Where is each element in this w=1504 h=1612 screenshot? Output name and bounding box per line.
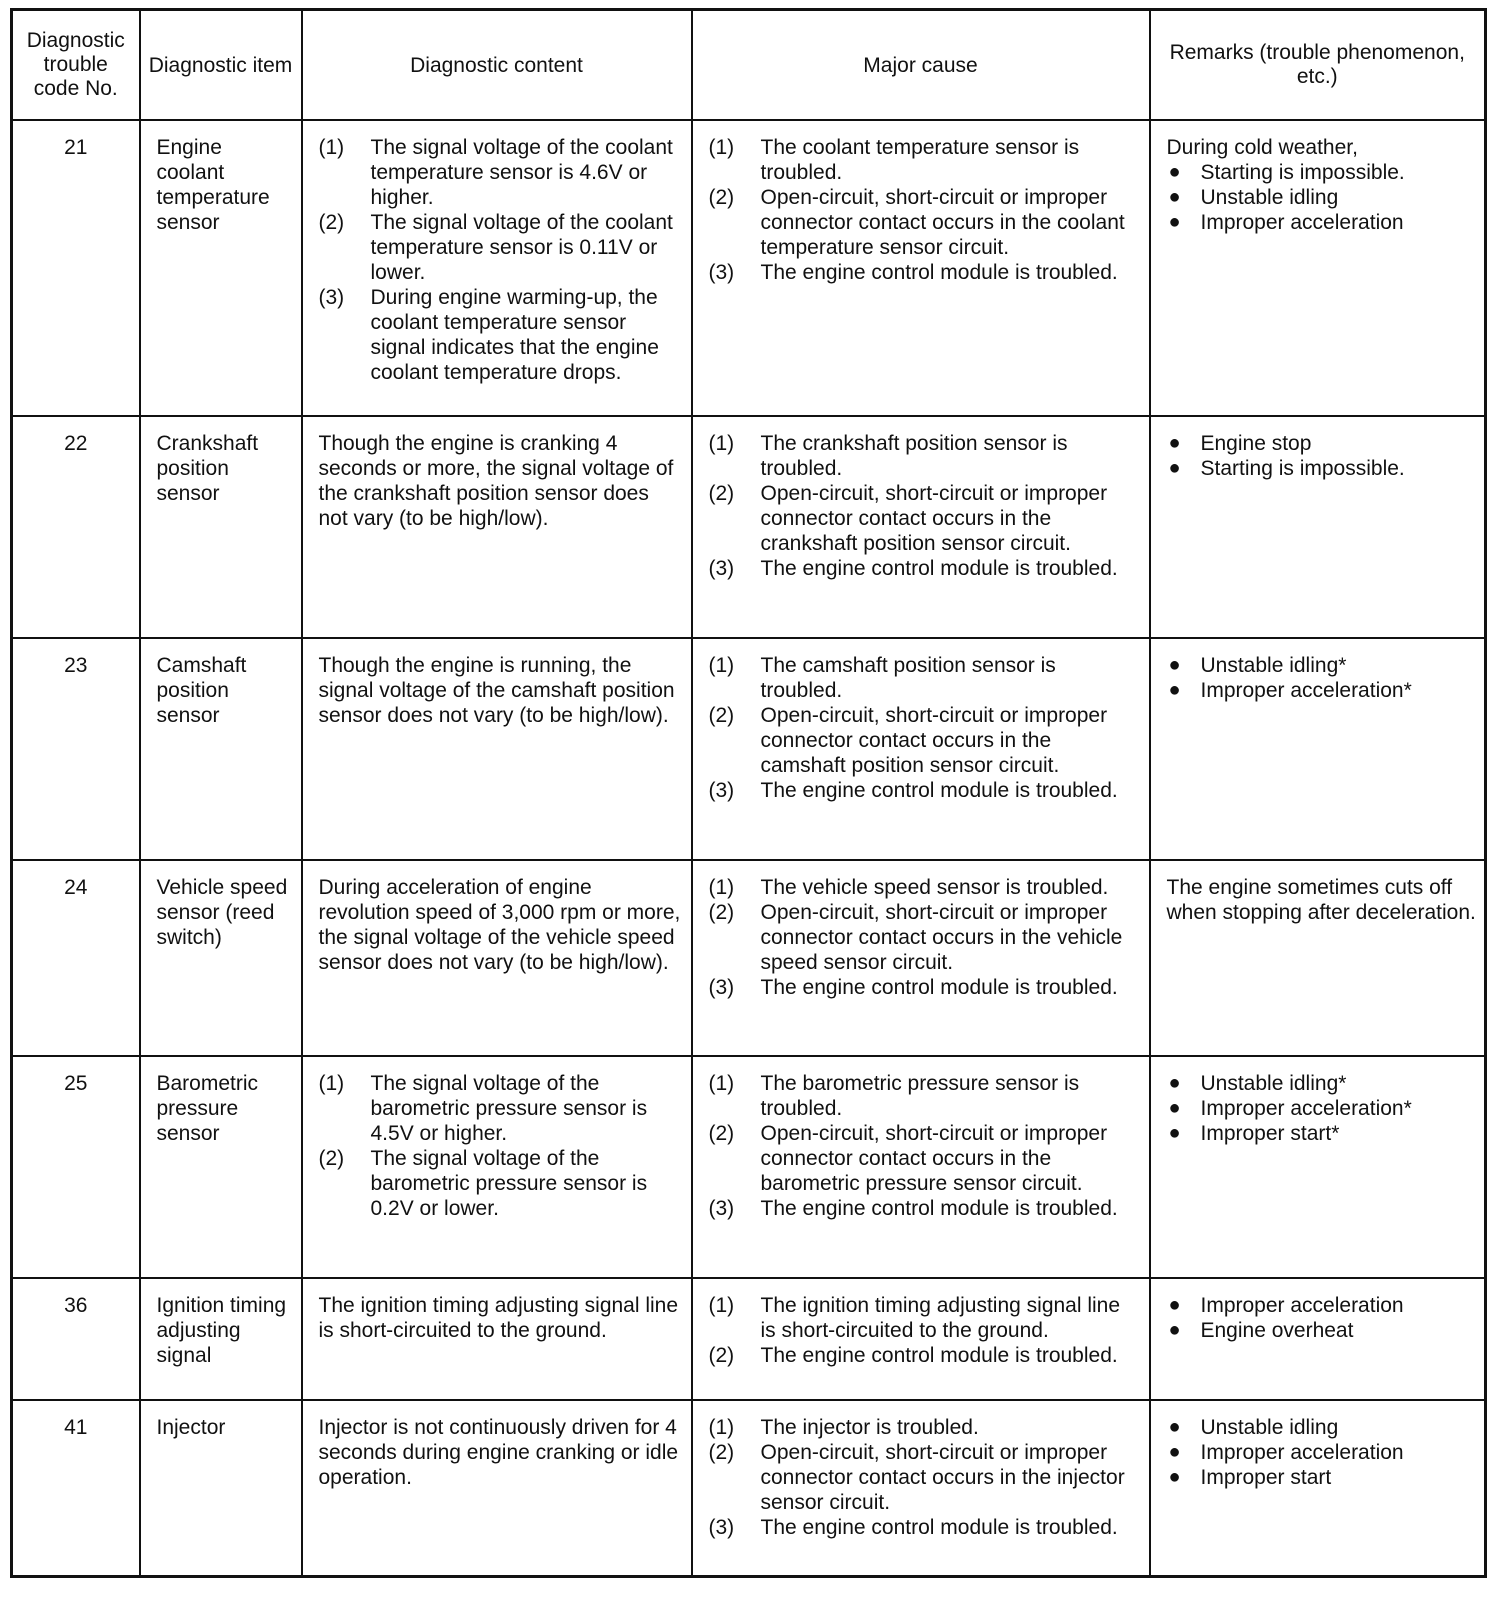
list-number: (2) <box>318 211 345 234</box>
remarks-cell <box>1150 1278 1486 1400</box>
major-cause-cell <box>692 1400 1150 1576</box>
list-number: (3) <box>708 1516 735 1539</box>
list-item <box>709 1515 1139 1540</box>
diagnostic-content-cell: Though the engine is cranking 4 seconds or more, the signal voltage of the crankshaft position sensor does not vary (to be high/low). <box>302 416 692 638</box>
diagnostic-item-cell: Camshaft position sensor <box>140 638 302 860</box>
list-text: The engine control module is troubled. <box>760 557 1118 580</box>
remarks-list <box>1167 653 1477 703</box>
bullet-icon: ● <box>1168 1072 1181 1094</box>
bullet-icon: ● <box>1168 161 1181 183</box>
list-text: The vehicle speed sensor is troubled. <box>760 876 1109 899</box>
remark-text: Unstable idling* <box>1200 1072 1347 1095</box>
list-number: (2) <box>708 901 735 924</box>
list-item <box>1167 1096 1477 1121</box>
list-item <box>709 875 1139 900</box>
header-code: Diagnostic trouble code No. <box>12 10 140 121</box>
header-content: Diagnostic content <box>302 10 692 121</box>
list-item <box>709 260 1139 285</box>
remark-text: Unstable idling <box>1200 1416 1339 1439</box>
bullet-icon: ● <box>1168 1294 1181 1316</box>
remark-text: Engine overheat <box>1200 1319 1354 1342</box>
list-number: (1) <box>708 1416 735 1439</box>
list-text: The signal voltage of the barometric pressure sensor is 4.5V or higher. <box>370 1072 648 1145</box>
list-text: The injector is troubled. <box>760 1416 979 1439</box>
table-body <box>12 120 1486 1576</box>
list-item <box>319 285 681 385</box>
list-item <box>709 431 1139 481</box>
trouble-code-cell: 21 <box>12 120 140 416</box>
table-row <box>12 1278 1486 1400</box>
diagnostic-item-cell: Barometric pressure sensor <box>140 1056 302 1278</box>
list-item <box>1167 185 1477 210</box>
list-item <box>709 900 1139 975</box>
diagnostic-content-list <box>319 1071 681 1221</box>
list-item <box>709 1415 1139 1440</box>
remarks-cell <box>1150 1400 1486 1576</box>
remark-note: During cold weather, <box>1166 136 1358 159</box>
list-item <box>319 1071 681 1146</box>
remarks-cell <box>1150 860 1486 1056</box>
remark-text: Starting is impossible. <box>1200 457 1405 480</box>
list-number: (3) <box>318 286 345 309</box>
list-text: The coolant temperature sensor is troubled. <box>760 136 1080 184</box>
remark-text: Starting is impossible. <box>1200 161 1405 184</box>
list-item <box>1167 1071 1477 1096</box>
major-cause-list <box>709 431 1139 581</box>
list-item <box>709 778 1139 803</box>
bullet-icon: ● <box>1168 1441 1181 1463</box>
list-text: The engine control module is troubled. <box>760 1344 1118 1367</box>
diagnostic-content-cell: Though the engine is running, the signal voltage of the camshaft position sensor does not vary (to be high/low). <box>302 638 692 860</box>
list-item <box>709 1343 1139 1368</box>
list-number: (3) <box>708 1197 735 1220</box>
major-cause-list <box>709 653 1139 803</box>
list-text: The engine control module is troubled. <box>760 1197 1118 1220</box>
trouble-code-cell: 23 <box>12 638 140 860</box>
list-number: (2) <box>708 1344 735 1367</box>
list-item <box>709 135 1139 185</box>
list-item <box>319 210 681 285</box>
list-number: (2) <box>318 1147 345 1170</box>
remark-text: Improper acceleration <box>1200 1441 1404 1464</box>
remarks-list <box>1167 1071 1477 1146</box>
remark-text: Improper acceleration <box>1200 1294 1404 1317</box>
remark-text: Unstable idling* <box>1200 654 1347 677</box>
major-cause-list <box>709 135 1139 285</box>
list-item <box>709 1071 1139 1121</box>
list-text: The engine control module is troubled. <box>760 1516 1118 1539</box>
list-item <box>1167 456 1477 481</box>
table-row <box>12 120 1486 416</box>
list-item <box>709 1121 1139 1196</box>
remark-text: Improper acceleration* <box>1200 679 1412 702</box>
table-row <box>12 1400 1486 1576</box>
bullet-icon: ● <box>1168 1466 1181 1488</box>
list-text: The ignition timing adjusting signal line is short-circuited to the ground. <box>760 1294 1121 1342</box>
major-cause-cell <box>692 860 1150 1056</box>
list-text: Open-circuit, short-circuit or improper connector contact occurs in the barometric pressure sensor circuit. <box>760 1122 1108 1195</box>
bullet-icon: ● <box>1168 1319 1181 1341</box>
trouble-code-cell: 41 <box>12 1400 140 1576</box>
list-item <box>709 975 1139 1000</box>
list-number: (1) <box>708 876 735 899</box>
list-number: (2) <box>708 186 735 209</box>
list-item <box>709 556 1139 581</box>
major-cause-list <box>709 1415 1139 1540</box>
remarks-list <box>1167 1293 1477 1343</box>
list-item <box>1167 653 1477 678</box>
list-item <box>1167 1440 1477 1465</box>
list-number: (1) <box>708 1294 735 1317</box>
diagnostic-item-cell: Ignition timing adjusting signal <box>140 1278 302 1400</box>
list-number: (2) <box>708 1122 735 1145</box>
bullet-icon: ● <box>1168 432 1181 454</box>
diagnostic-content-cell: Injector is not continuously driven for 4 seconds during engine cranking or idle operation. <box>302 1400 692 1576</box>
list-text: The signal voltage of the coolant temperature sensor is 4.6V or higher. <box>370 136 673 209</box>
table-row <box>12 860 1486 1056</box>
bullet-icon: ● <box>1168 457 1181 479</box>
list-text: During engine warming-up, the coolant temperature sensor signal indicates that the engine coolant temperature drops. <box>370 286 659 384</box>
trouble-code-cell: 36 <box>12 1278 140 1400</box>
list-item <box>319 1146 681 1221</box>
list-text: The crankshaft position sensor is troubled. <box>760 432 1068 480</box>
header-remarks: Remarks (trouble phenomenon, etc.) <box>1150 10 1486 121</box>
bullet-icon: ● <box>1168 654 1181 676</box>
diagnostic-item-cell: Injector <box>140 1400 302 1576</box>
diagnostic-content-cell <box>302 120 692 416</box>
list-item <box>709 1440 1139 1515</box>
list-text: The signal voltage of the coolant temperature sensor is 0.11V or lower. <box>370 211 673 284</box>
major-cause-cell <box>692 1278 1150 1400</box>
list-number: (3) <box>708 261 735 284</box>
bullet-icon: ● <box>1168 1416 1181 1438</box>
trouble-code-cell: 22 <box>12 416 140 638</box>
table-header-row <box>12 10 1486 121</box>
major-cause-cell <box>692 120 1150 416</box>
table-row <box>12 416 1486 638</box>
diagnostic-content-cell: The ignition timing adjusting signal line is short-circuited to the ground. <box>302 1278 692 1400</box>
bullet-icon: ● <box>1168 211 1181 233</box>
remarks-list <box>1167 160 1477 235</box>
document-page <box>10 8 1484 1604</box>
diagnostic-item-cell: Crankshaft position sensor <box>140 416 302 638</box>
diagnostic-item-cell: Engine coolant temperature sensor <box>140 120 302 416</box>
remarks-cell <box>1150 638 1486 860</box>
list-item <box>1167 1121 1477 1146</box>
major-cause-cell <box>692 416 1150 638</box>
list-number: (1) <box>708 654 735 677</box>
diagnostic-trouble-code-table <box>10 8 1487 1578</box>
diagnostic-content-cell: During acceleration of engine revolution speed of 3,000 rpm or more, the signal voltage of the vehicle speed sensor does not vary (to be high/low). <box>302 860 692 1056</box>
diagnostic-content-cell <box>302 1056 692 1278</box>
list-text: Open-circuit, short-circuit or improper connector contact occurs in the vehicle speed sensor circuit. <box>760 901 1123 974</box>
list-item <box>709 653 1139 703</box>
list-number: (1) <box>318 1072 345 1095</box>
table-row <box>12 1056 1486 1278</box>
list-item <box>1167 1415 1477 1440</box>
list-number: (2) <box>708 704 735 727</box>
remark-note: The engine sometimes cuts off when stopping after deceleration. <box>1166 876 1476 924</box>
list-item <box>319 135 681 210</box>
bullet-icon: ● <box>1168 1122 1181 1144</box>
list-text: Open-circuit, short-circuit or improper connector contact occurs in the crankshaft position sensor circuit. <box>760 482 1108 555</box>
list-item <box>709 1293 1139 1343</box>
major-cause-list <box>709 1071 1139 1221</box>
remarks-cell <box>1150 416 1486 638</box>
list-text: Open-circuit, short-circuit or improper connector contact occurs in the injector sensor circuit. <box>760 1441 1125 1514</box>
list-number: (3) <box>708 779 735 802</box>
list-number: (2) <box>708 482 735 505</box>
remark-text: Unstable idling <box>1200 186 1339 209</box>
header-cause: Major cause <box>692 10 1150 121</box>
remarks-list <box>1167 1415 1477 1490</box>
remark-text: Engine stop <box>1200 432 1312 455</box>
list-text: The engine control module is troubled. <box>760 779 1118 802</box>
list-item <box>1167 210 1477 235</box>
remarks-cell <box>1150 120 1486 416</box>
list-item <box>709 1196 1139 1221</box>
list-text: Open-circuit, short-circuit or improper connector contact occurs in the camshaft position sensor circuit. <box>760 704 1108 777</box>
table-row <box>12 638 1486 860</box>
list-item <box>1167 1465 1477 1490</box>
remark-text: Improper acceleration* <box>1200 1097 1412 1120</box>
trouble-code-cell: 25 <box>12 1056 140 1278</box>
list-item <box>1167 1293 1477 1318</box>
major-cause-list <box>709 875 1139 1000</box>
bullet-icon: ● <box>1168 1097 1181 1119</box>
list-item <box>709 703 1139 778</box>
remarks-cell <box>1150 1056 1486 1278</box>
list-text: Open-circuit, short-circuit or improper connector contact occurs in the coolant temperature sensor circuit. <box>760 186 1125 259</box>
remarks-list <box>1167 431 1477 481</box>
list-item <box>709 185 1139 260</box>
list-item <box>709 481 1139 556</box>
list-item <box>1167 678 1477 703</box>
list-number: (1) <box>318 136 345 159</box>
list-text: The barometric pressure sensor is troubled. <box>760 1072 1080 1120</box>
list-number: (3) <box>708 976 735 999</box>
major-cause-cell <box>692 1056 1150 1278</box>
list-text: The engine control module is troubled. <box>760 261 1118 284</box>
major-cause-cell <box>692 638 1150 860</box>
major-cause-list <box>709 1293 1139 1368</box>
list-text: The engine control module is troubled. <box>760 976 1118 999</box>
remark-text: Improper start* <box>1200 1122 1340 1145</box>
trouble-code-cell: 24 <box>12 860 140 1056</box>
list-item <box>1167 160 1477 185</box>
list-number: (1) <box>708 432 735 455</box>
diagnostic-content-list <box>319 135 681 385</box>
list-item <box>1167 431 1477 456</box>
bullet-icon: ● <box>1168 186 1181 208</box>
list-number: (1) <box>708 1072 735 1095</box>
remark-text: Improper acceleration <box>1200 211 1404 234</box>
list-text: The signal voltage of the barometric pressure sensor is 0.2V or lower. <box>370 1147 648 1220</box>
diagnostic-item-cell: Vehicle speed sensor (reed switch) <box>140 860 302 1056</box>
list-item <box>1167 1318 1477 1343</box>
list-number: (1) <box>708 136 735 159</box>
list-text: The camshaft position sensor is troubled. <box>760 654 1056 702</box>
header-item: Diagnostic item <box>140 10 302 121</box>
list-number: (2) <box>708 1441 735 1464</box>
bullet-icon: ● <box>1168 679 1181 701</box>
remark-text: Improper start <box>1200 1466 1332 1489</box>
list-number: (3) <box>708 557 735 580</box>
